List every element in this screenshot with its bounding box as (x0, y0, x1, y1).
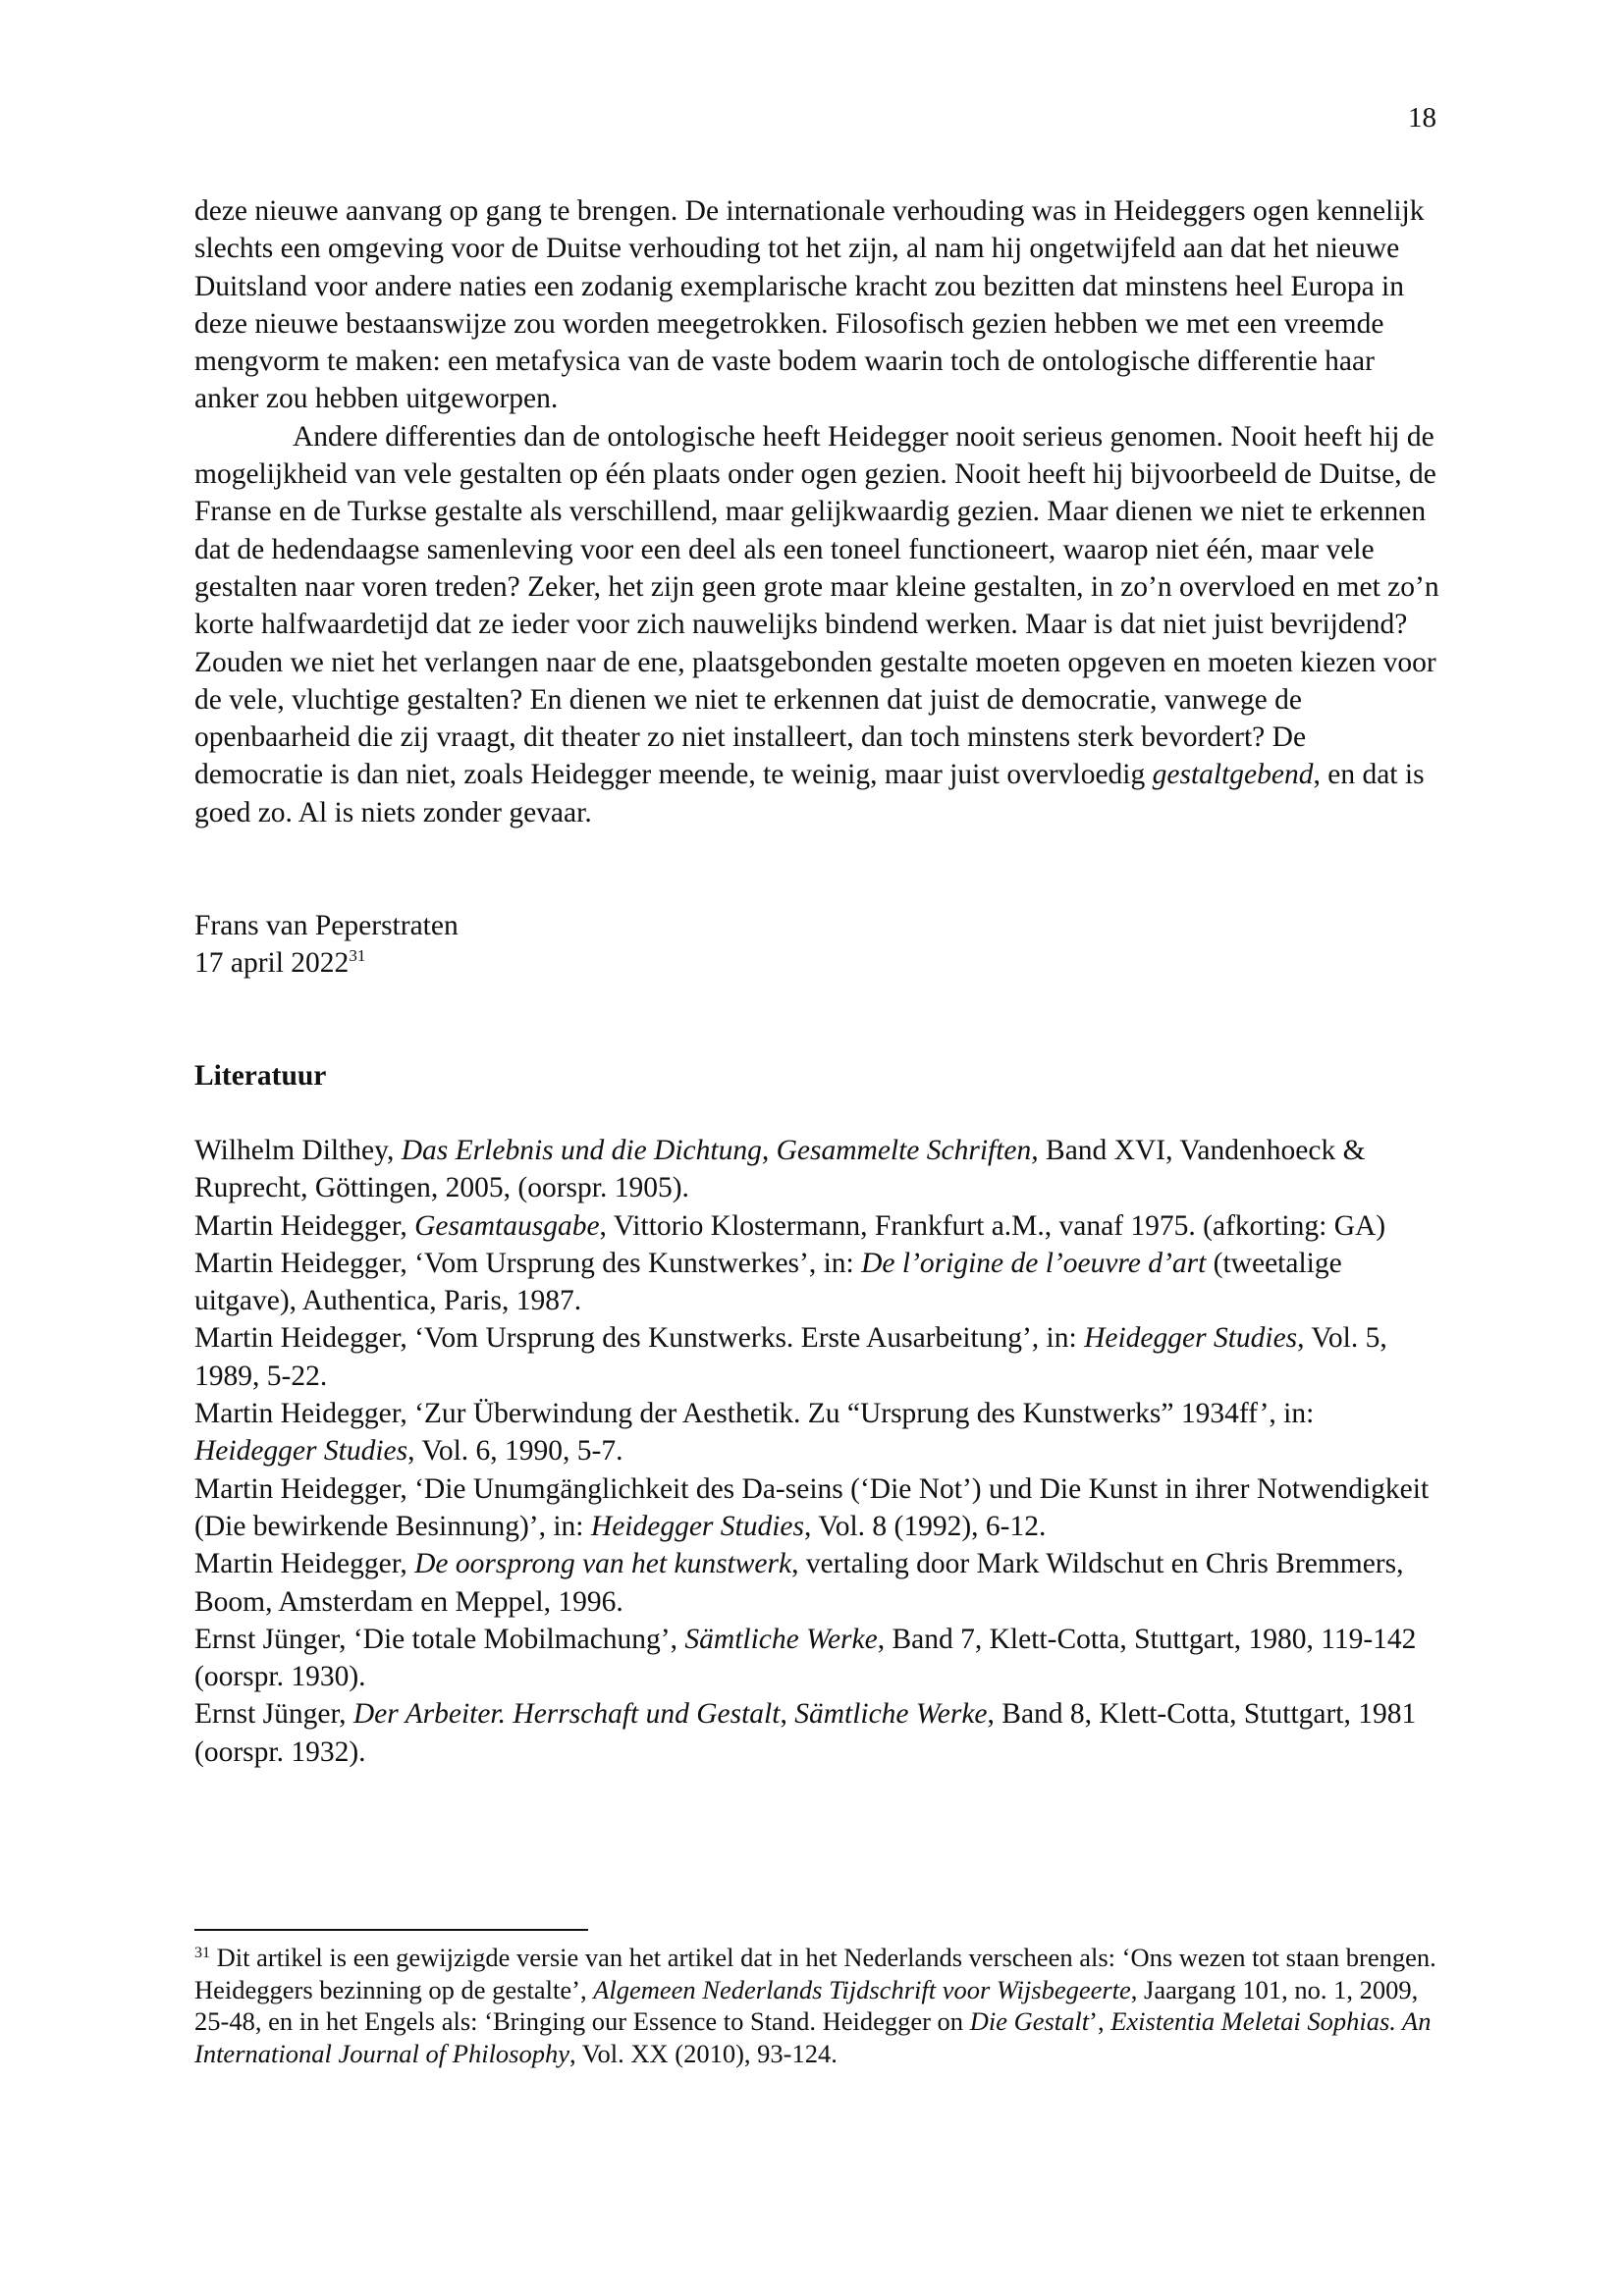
footnote-text: , Jaargang 101, no. 1, 2009, 25-48, en in het Engels als: ‘Bringing our Essence to Stand. Heidegger on (194, 1974, 1419, 2036)
entry-series: Sämtliche Werke (794, 1698, 988, 1731)
entry-details: Band XVI, Vandenhoeck & Ruprecht, Göttingen, 2005, (oorspr. 1905). (194, 1134, 1366, 1204)
footnote-journal: Existentia Meletai Sophias. An International Journal of Philosophy (194, 2006, 1432, 2068)
literature-heading: Literatuur (194, 1059, 327, 1092)
bibliography-entry (194, 1470, 1439, 1546)
footnote-journal: Algemeen Nederlands Tijdschrift voor Wijsbegeerte (593, 1974, 1131, 2004)
entry-text: Martin Heidegger, ‘Die Unumgänglichkeit des Da-seins (‘Die Not’) und Die Kunst in ihrer Notwendigkeit (Die bewirkende Besinnung)’, in: (194, 1472, 1430, 1542)
bibliography-entry (194, 1245, 1439, 1320)
footnote-number: 31 (194, 1945, 210, 1961)
entry-details: , Vol. 6, 1990, 5-7. (407, 1435, 623, 1468)
entry-text: Martin Heidegger, (194, 1209, 415, 1242)
entry-text: Ernst Jünger, ‘Die totale Mobilmachung’, (194, 1623, 685, 1655)
entry-details: , Vittorio Klostermann, Frankfurt a.M., vanaf 1975. (afkorting: GA) (599, 1209, 1386, 1242)
entry-text: Martin Heidegger, (194, 1548, 415, 1580)
entry-text: Martin Heidegger, ‘Vom Ursprung des Kunstwerks. Erste Ausarbeitung’, in: (194, 1322, 1085, 1355)
entry-details: (tweetalige uitgave), Authentica, Paris, 1987. (194, 1247, 1342, 1317)
entry-details: , Vol. 5, 1989, 5-22. (194, 1322, 1387, 1392)
bibliography-entry (194, 1621, 1439, 1696)
bibliography-entry (194, 1207, 1439, 1245)
paragraph-2 (194, 418, 1439, 831)
entry-details: , (780, 1698, 795, 1731)
entry-title: Das Erlebnis und die Dichtung, Gesammelte Schriften, (401, 1134, 1039, 1166)
entry-title: De oorsprong van het kunstwerk (414, 1548, 792, 1580)
footnote-text: , Vol. XX (2010), 93-124. (569, 2038, 838, 2068)
entry-details: , Vol. 8 (1992), 6-12. (804, 1510, 1047, 1542)
bibliography-entry (194, 1545, 1439, 1621)
entry-details: , Band 8, Klett-Cotta, Stuttgart, 1981 (oorspr. 1932). (194, 1698, 1417, 1768)
paragraph-1: deze nieuwe aanvang op gang te brengen. De internationale verhouding was in Heideggers ogen kennelijk slechts een omgeving voor de Duitse verhouding tot het zijn, al nam hij ongetwijfeld aan dat het nieuwe Duitsland voor andere naties een zodanig exemplarische kracht zou bezitten dat minstens heel Europa in deze nieuwe bestaanswijze zou worden meegetrokken. Filosofisch gezien hebben we met een vreemde mengvorm te maken: een metafysica van de vaste bodem waarin toch de ontologische differentie haar anker zou hebben uitgeworpen. (194, 195, 1425, 415)
bibliography-entry (194, 1132, 1439, 1207)
entry-title: Gesamtausgabe (414, 1209, 600, 1242)
bibliography-entry (194, 1395, 1439, 1470)
paragraph-2-text: Andere differenties dan de ontologische heeft Heidegger nooit serieus genomen. Nooit heeft hij de mogelijkheid van vele gestalten op één plaats onder ogen gezien. Nooit heeft hij bijvoorbeeld de Duitse, de Franse en de Turkse gestalte als verschillend, maar gelijkwaardig gezien. Maar dienen we niet te erkennen dat de hedendaagse samenleving voor een deel als een toneel functioneert, waarop niet één, maar vele gestalten naar voren treden? Zeker, het zijn geen grote maar kleine gestalten, in zo’n overvloed en met zo’n korte halfwaardetijd dat ze ieder voor zich nauwelijks bindend werken. Maar is dat niet juist bevrijdend? Zouden we niet het verlangen naar de ene, plaatsgebonden gestalte moeten opgeven en moeten kiezen voor de vele, vluchtige gestalten? En dienen we niet te erkennen dat juist de democratie, vanwege de openbaarheid die zij vraagt, dit theater zo niet installeert, dan toch minstens sterk bevordert? De democratie is dan niet, zoals Heidegger meende, te weinig, maar juist overvloedig (194, 420, 1439, 791)
entry-details: , vertaling door Mark Wildschut en Chris Bremmers, Boom, Amsterdam en Meppel, 1996. (194, 1548, 1404, 1618)
entry-title: Heidegger Studies (590, 1510, 804, 1542)
entry-title: Sämtliche Werke (684, 1623, 878, 1655)
footnote (194, 1942, 1439, 2069)
author-name: Frans van Peperstraten (194, 910, 459, 942)
entry-title: De l’origine de l’oeuvre d’art (861, 1247, 1207, 1279)
entry-title: Heidegger Studies (194, 1435, 408, 1468)
entry-title: Heidegger Studies (1084, 1322, 1298, 1355)
entry-text: Ernst Jünger, (194, 1698, 353, 1731)
entry-text: Wilhelm Dilthey, (194, 1134, 402, 1166)
paragraph-2-end: , en dat is goed zo. Al is niets zonder gevaar. (194, 759, 1425, 828)
footnote-separator (194, 1929, 588, 1931)
entry-text: Martin Heidegger, ‘Vom Ursprung des Kunstwerkes’, in: (194, 1247, 862, 1279)
footnote-text: ’, (1089, 2006, 1111, 2036)
signature-date: 17 april 2022 (194, 947, 350, 980)
entry-title: Der Arbeiter. Herrschaft und Gestalt (352, 1698, 781, 1731)
entry-text: Martin Heidegger, ‘Zur Überwindung der Aesthetik. Zu “Ursprung des Kunstwerks” 1934ff’, in: (194, 1398, 1315, 1430)
entry-details: , Band 7, Klett-Cotta, Stuttgart, 1980, 119-142 (oorspr. 1930). (194, 1623, 1417, 1693)
paragraph-2-emphasis: gestaltgebend (1152, 759, 1314, 791)
signature (194, 907, 1439, 983)
footnote-text: Dit artikel is een gewijzigde versie van het artikel dat in het Nederlands verscheen als: ‘Ons wezen tot staan brengen. Heideggers bezinning op de gestalte’, (194, 1943, 1436, 2004)
footnote-reference[interactable]: 31 (349, 946, 366, 966)
main-text (194, 192, 1439, 1771)
bibliography (194, 1132, 1439, 1771)
footnote-title: Die Gestalt (969, 2006, 1090, 2036)
bibliography-entry (194, 1319, 1439, 1395)
page-number: 18 (1408, 102, 1436, 133)
bibliography-entry (194, 1695, 1439, 1771)
signature-date-line (194, 944, 1439, 982)
